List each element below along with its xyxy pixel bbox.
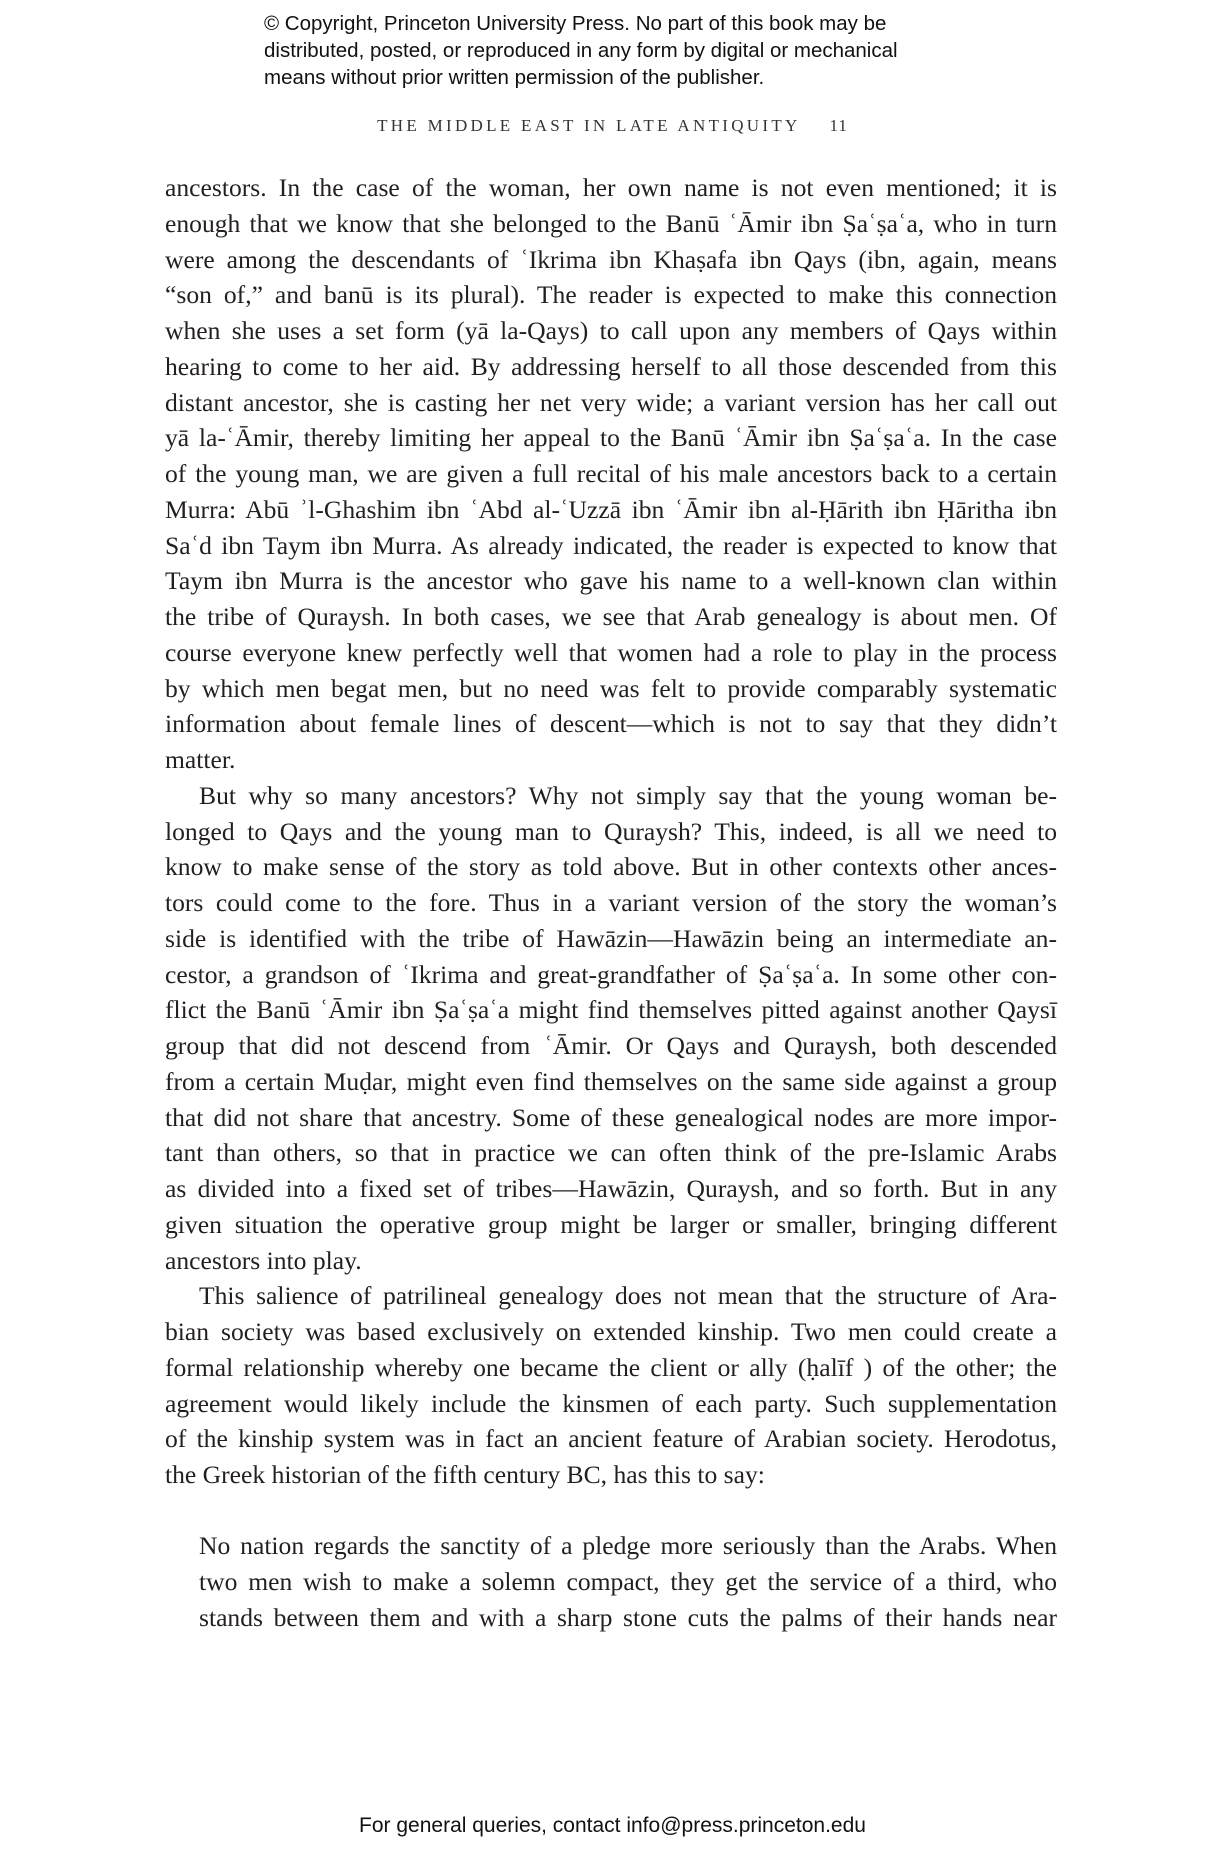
text-line: distant ancestor, she is casting her net very wide; a variant version has her call out (165, 387, 1057, 417)
copyright-line: distributed, posted, or reproduced in any form by digital or mechanical (264, 39, 898, 62)
running-head (0, 114, 1225, 138)
text-line: information about female lines of descent—which is not to say that they didn’t (165, 709, 1057, 739)
text-line: of the young man, we are given a full recital of his male ancestors back to a certain (165, 459, 1057, 488)
text-line: Taym ibn Murra is the ancestor who gave his name to a well-known clan within (165, 566, 1057, 596)
text-line: yā la-ʿĀmir, thereby limiting her appeal to the Banū ʿĀmir ibn Ṣaʿṣaʿa. In the case (165, 423, 1057, 453)
text-line: ancestors. In the case of the woman, her own name is not even mentioned; it is (165, 173, 1057, 202)
page-number: 11 (829, 116, 848, 135)
text-line: agreement would likely include the kinsmen of each party. Such supplementation (165, 1388, 1057, 1418)
text-line: Saʿd ibn Taym ibn Murra. As already indicated, the reader is expected to know that (165, 530, 1057, 560)
text-line: enough that we know that she belonged to the Banū ʿĀmir ibn Ṣaʿṣaʿa, who in turn (165, 208, 1057, 238)
running-head-title: THE MIDDLE EAST IN LATE ANTIQUITY (377, 116, 800, 135)
paragraph (165, 778, 1057, 1279)
quote-line: No nation regards the sanctity of a pledge more seriously than the Arabs. When (199, 1531, 1057, 1561)
text-line: “son of,” and banū is its plural). The reader is expected to make this connection (165, 280, 1057, 310)
text-line: as divided into a fixed set of tribes—Hawāzin, Quraysh, and so forth. But in any (165, 1174, 1057, 1203)
copyright-line: © Copyright, Princeton University Press. No part of this book may be (264, 12, 887, 35)
text-line: Murra: Abū ʾl-Ghashim ibn ʿAbd al-ʿUzzā ibn ʿĀmir ibn al-Ḥārith ibn Ḥāritha ibn (165, 494, 1057, 524)
paragraph (165, 1278, 1057, 1493)
text-line: bian society was based exclusively on extended kinship. Two men could create a (165, 1317, 1057, 1346)
body-text (165, 170, 1057, 1636)
text-line: the tribe of Quraysh. In both cases, we see that Arab genealogy is about men. Of (165, 602, 1057, 631)
quote-line: two men wish to make a solemn compact, they get the service of a third, who (199, 1567, 1057, 1596)
footer-contact: For general queries, contact info@press.princeton.edu (359, 1814, 866, 1837)
text-line: group that did not descend from ʿĀmir. Or Qays and Quraysh, both descended (165, 1031, 1057, 1060)
text-line: ancestors into play. (165, 1245, 362, 1275)
text-line: were among the descendants of ʿIkrima ibn Khaṣafa ibn Qays (ibn, again, means (165, 244, 1057, 274)
text-line: from a certain Muḍar, might even find themselves on the same side against a group (165, 1066, 1057, 1096)
text-line: given situation the operative group might be larger or smaller, bringing different (165, 1209, 1057, 1239)
text-line: know to make sense of the story as told above. But in other contexts other ances- (165, 852, 1057, 882)
copyright-notice (264, 10, 1024, 91)
text-line: tant than others, so that in practice we can often think of the pre-Islamic Arabs (165, 1138, 1057, 1168)
text-line: longed to Qays and the young man to Quraysh? This, indeed, is all we need to (165, 816, 1057, 846)
text-line: hearing to come to her aid. By addressing herself to all those descended from this (165, 351, 1057, 381)
text-line: side is identified with the tribe of Hawāzin—Hawāzin being an intermediate an- (165, 923, 1057, 953)
text-line: course everyone knew perfectly well that women had a role to play in the process (165, 637, 1057, 667)
quote-line: stands between them and with a sharp stone cuts the palms of their hands near (199, 1602, 1057, 1632)
text-line: of the kinship system was in fact an ancient feature of Arabian society. Herodotus, (165, 1424, 1057, 1454)
text-line: matter. (165, 745, 236, 774)
text-line: flict the Banū ʿĀmir ibn Ṣaʿṣaʿa might find themselves pitted against another Qaysī (165, 995, 1057, 1025)
text-line: This salience of patrilineal genealogy does not mean that the structure of Ara- (199, 1281, 1057, 1311)
text-line: formal relationship whereby one became the client or ally (ḥalīf ) of the other; the (165, 1352, 1057, 1382)
copyright-line: means without prior written permission of the publisher. (264, 66, 765, 89)
text-line: when she uses a set form (yā la-Qays) to call upon any members of Qays within (165, 316, 1057, 345)
text-line: that did not share that ancestry. Some of these genealogical nodes are more impor- (165, 1102, 1057, 1132)
text-line: by which men begat men, but no need was felt to provide comparably systematic (165, 673, 1057, 703)
paragraph-continuation (165, 170, 1057, 778)
block-quote (199, 1528, 1057, 1635)
text-line: tors could come to the fore. Thus in a variant version of the story the woman’s (165, 888, 1057, 917)
text-line: cestor, a grandson of ʿIkrima and great-grandfather of Ṣaʿṣaʿa. In some other con- (165, 959, 1057, 989)
text-line: But why so many ancestors? Why not simply say that the young woman be- (199, 780, 1057, 810)
text-line: the Greek historian of the fifth century BC, has this to say: (165, 1460, 765, 1489)
